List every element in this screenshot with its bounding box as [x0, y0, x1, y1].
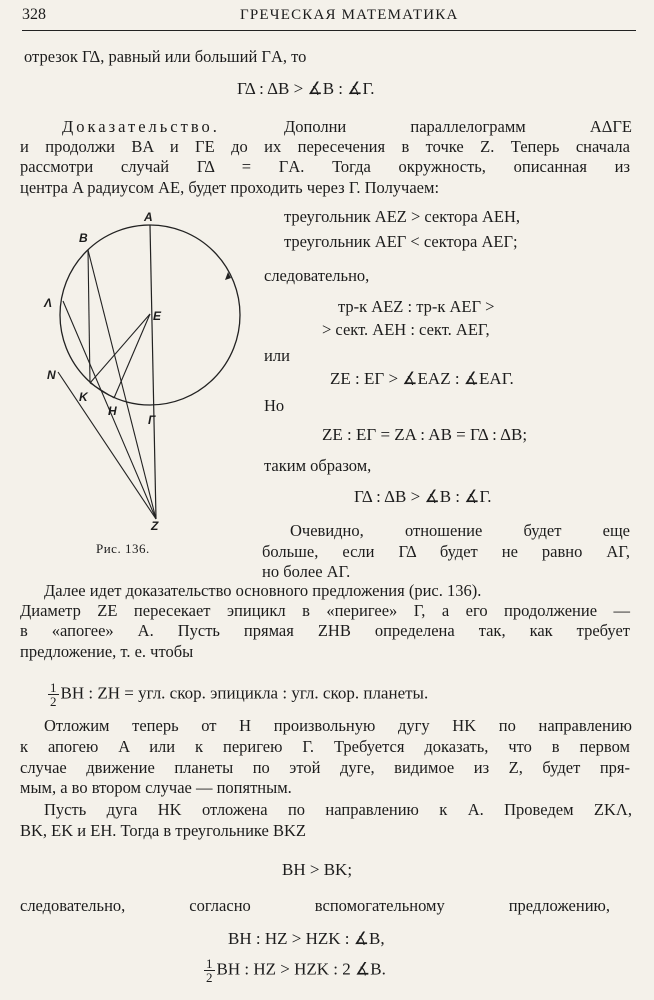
- text-line: предложение, т. е. чтобы: [20, 642, 194, 661]
- label-n: N: [47, 368, 56, 382]
- formula: ZE : EΓ = ZA : AB = ΓΔ : ΔB;: [322, 425, 528, 444]
- page-number: 328: [22, 6, 46, 23]
- text-line: отрезок ΓΔ, равный или больший ΓA, то: [24, 47, 307, 66]
- text-line: треугольник AEZ > сектора AEH,: [284, 207, 521, 226]
- label-gamma: Γ: [148, 413, 156, 427]
- text-line: больше, если ΓΔ будет не равно AΓ,: [262, 542, 630, 561]
- label-lambda: Λ: [44, 296, 53, 310]
- text-line: Далее идет доказательство основного предложения (рис. 136).: [44, 581, 482, 600]
- running-title: ГРЕЧЕСКАЯ МАТЕМАТИКА: [240, 7, 459, 23]
- formula: ΓΔ : ΔB > ∡B : ∡Γ.: [237, 79, 375, 98]
- fraction-numerator: 1: [50, 680, 57, 695]
- fraction-denominator: 2: [206, 970, 213, 985]
- fraction: [204, 957, 215, 984]
- formula-text: BH : HZ > HZK : 2 ∡B.: [216, 959, 386, 979]
- formula: BH > BK;: [282, 860, 353, 879]
- text-line: Отложим теперь от H произвольную дугу HK по направлению: [44, 716, 632, 735]
- formula-text: BH : ZH = угл. скор. эпицикла : угл. скор. планеты.: [60, 683, 429, 703]
- fraction-denominator: 2: [50, 694, 57, 709]
- text-line: случае движение планеты по этой дуге, видимое из Z, будет пря-: [20, 758, 630, 777]
- formula: [48, 681, 428, 708]
- line-ek: [90, 314, 150, 383]
- figure-caption: Рис. 136.: [96, 541, 150, 556]
- formula: ZE : EΓ > ∡EAZ : ∡EAΓ.: [330, 369, 514, 388]
- text-line: рассмотри случай ΓΔ = ΓA. Тогда окружность, описанная из: [20, 157, 630, 176]
- text-line: > сект. AEH : сект. AEΓ,: [322, 320, 490, 339]
- text-line: Диаметр ZE пересекает эпицикл в «перигее» Γ, а его продолжение —: [20, 601, 630, 620]
- label-k: K: [79, 390, 88, 404]
- formula: BH : HZ > HZK : ∡B,: [228, 929, 385, 948]
- text-line: к апогею A или к перигею Γ. Требуется доказать, что в первом: [20, 737, 630, 756]
- text-line: BK, EK и EH. Тогда в треугольнике BKZ: [20, 821, 306, 840]
- label-a: A: [144, 210, 153, 224]
- label-b: B: [79, 231, 88, 245]
- formula: ΓΔ : ΔB > ∡B : ∡Γ.: [354, 487, 492, 506]
- text-line: в «апогее» A. Пусть прямая ZHB определена так, как требует: [20, 621, 630, 640]
- text-line: или: [264, 346, 290, 365]
- line-eh: [114, 314, 150, 398]
- text-line: но более AΓ.: [262, 562, 351, 581]
- text-line: тр-к AEZ : тр-к AEΓ >: [338, 297, 495, 316]
- text-line: мым, а во втором случае — попятным.: [20, 778, 292, 797]
- text-line: и продолжи BA и ΓE до их пересечения в точке Z. Теперь сначала: [20, 137, 630, 156]
- text-line: следовательно,: [264, 266, 370, 285]
- fraction-numerator: 1: [206, 956, 213, 971]
- text-line: Очевидно, отношение будет еще: [290, 521, 630, 540]
- text-line: Пусть дуга HK отложена по направлению к A. Проведем ZKΛ,: [44, 800, 632, 819]
- figure-136: [36, 205, 256, 535]
- text-span: Дополни параллелограмм AΔΓE: [284, 117, 632, 136]
- text-line: Но: [264, 396, 285, 415]
- label-h: H: [108, 404, 117, 418]
- label-z: Z: [151, 519, 159, 533]
- text-line: следовательно, согласно вспомогательному предложению,: [20, 896, 610, 915]
- label-e: E: [153, 309, 162, 323]
- formula: [204, 957, 386, 984]
- text-line: треугольник AEΓ < сектора AEΓ;: [284, 232, 518, 251]
- text-line: центра A радиусом AE, будет проходить через Γ. Получаем:: [20, 178, 440, 197]
- proof-heading: Доказательство.: [62, 117, 220, 136]
- fraction: [48, 681, 59, 708]
- page-header: [22, 4, 636, 31]
- line-kh: [90, 383, 114, 398]
- text-line: [62, 117, 632, 137]
- diameter-line: [150, 225, 156, 519]
- text-line: таким образом,: [264, 456, 372, 475]
